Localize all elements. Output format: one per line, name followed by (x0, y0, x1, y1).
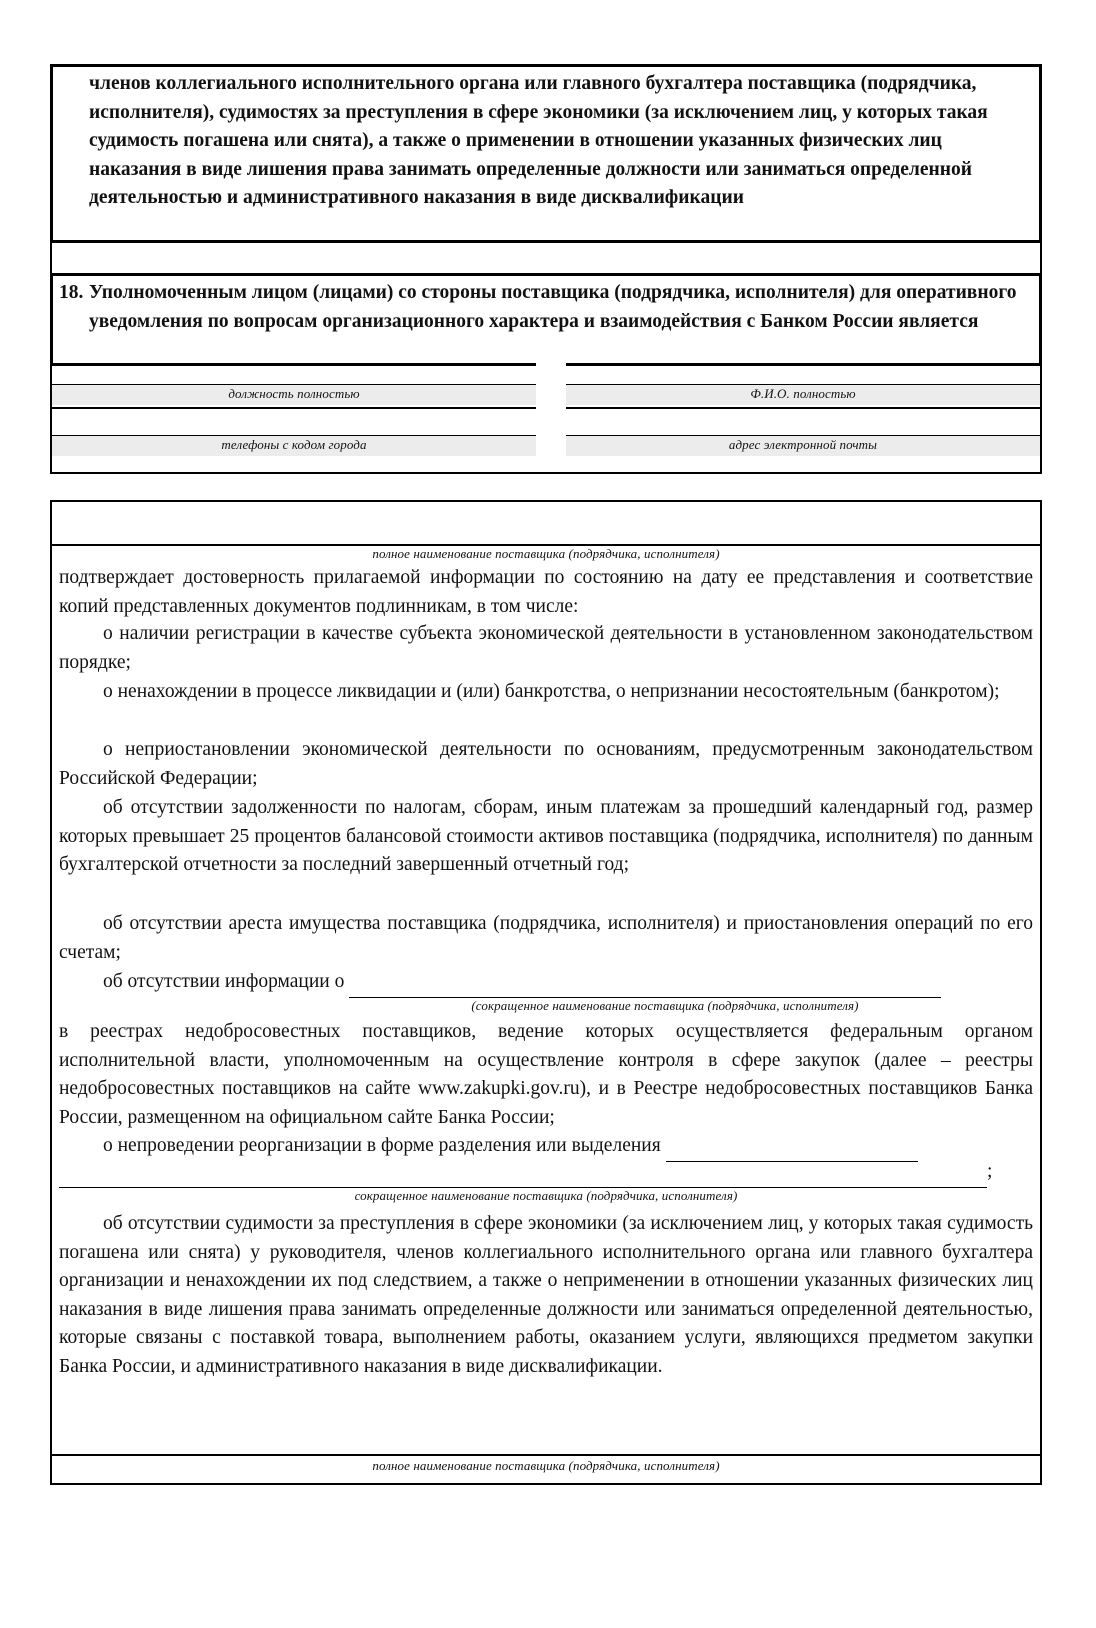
reorg-lead: о непроведении реорганизации в форме разделения или выделения (103, 1135, 661, 1156)
section-17-box (50, 64, 1042, 243)
section-17-text: членов коллегиального исполнительного органа или главного бухгалтера поставщика (подрядчика, исполнителя), судимостях за преступления в сфере экономики (за исключением лиц, у которых такая судимость погашена или снята), а также о применении в отношении указанных физических лиц наказания в виде лишения права занимать определенные должности или заниматься определенной деятельностью и административного наказания в виде дисквалификации (89, 73, 988, 208)
section-18-number: 18. (59, 282, 84, 303)
email-caption: адрес электронной почты (728, 437, 878, 452)
full-name-line-bottom (52, 1454, 1040, 1456)
short-name-caption: (сокращенное наименование поставщика (подрядчика, исполнителя) (471, 998, 859, 1013)
full-name-field[interactable] (52, 502, 1040, 544)
full-name-field-bottom[interactable] (52, 1412, 1040, 1454)
position-caption: должность полностью (228, 386, 360, 401)
item-registration: о наличии регистрации в качестве субъекта экономической деятельности в установленном законодательством порядке; (59, 623, 1033, 673)
full-name-caption: полное наименование поставщика (подрядчика, исполнителя) (372, 546, 720, 561)
section-18-text-block (59, 279, 1037, 336)
phones-caption-bar (52, 435, 536, 456)
reorg-end: ; (987, 1161, 993, 1182)
fio-caption-bar (566, 384, 1040, 405)
reorg-line-2 (59, 1158, 1033, 1188)
item-suspension: о неприостановлении экономической деятельности по основаниям, предусмотренным законодательством Российской Федерации; (59, 739, 1033, 789)
item-liquidation: о ненахождении в процессе ликвидации и (или) банкротства, о непризнании несостоятельным (банкротом); (103, 681, 1000, 702)
confirmation-block (50, 500, 1042, 1485)
fio-caption: Ф.И.О. полностью (750, 386, 856, 401)
phones-caption: телефоны с кодом города (221, 437, 367, 452)
item-tax-debt: об отсутствии задолженности по налогам, сборам, иным платежам за прошедший календарный год, размер которых превышает 25 процентов балансовой стоимости активов поставщика (подрядчика, исполнителя) по данным бухгалтерской отчетности за последний завершенный отчетный год; (59, 797, 1033, 875)
info-line (59, 968, 1033, 998)
position-field[interactable] (52, 365, 536, 386)
full-name-caption-bottom: полное наименование поставщика (подрядчика, исполнителя) (372, 1458, 720, 1473)
fio-field[interactable] (566, 365, 1040, 386)
section-18-text: Уполномоченным лицом (лицами) со стороны поставщика (подрядчика, исполнителя) для оперативного уведомления по вопросам организационного характера и взаимодействия с Банком России является (89, 282, 1017, 332)
section-17-answer-row[interactable] (50, 240, 1042, 275)
email-field[interactable] (566, 407, 1040, 437)
reorg-short-name-field-2[interactable] (59, 1158, 987, 1188)
intro-paragraph: подтверждает достоверность прилагаемой информации по состоянию на дату ее представления и соответствие копий представленных документов подлинникам, в том числе: (59, 567, 1033, 617)
contact-block (50, 363, 1042, 474)
position-caption-bar (52, 384, 536, 405)
contact-column-gap (536, 363, 566, 458)
info-lead: об отсутствии информации о (103, 971, 345, 992)
email-caption-bar (566, 435, 1040, 456)
short-name-field[interactable] (349, 968, 941, 998)
item-arrest: об отсутствии ареста имущества поставщика (подрядчика, исполнителя) и приостановления операций по его счетам; (59, 913, 1033, 963)
reorg-caption: сокращенное наименование поставщика (подрядчика, исполнителя) (354, 1188, 738, 1203)
registry-paragraph: в реестрах недобросовестных поставщиков, ведение которых осуществляется федеральным органом исполнительной власти, уполномоченным на осуществление контроля в сфере закупок (далее – реестры недобросовестных поставщиков на сайте www.zakupki.gov.ru), и в Реестре недобросовестных поставщиков Банка России, размещенном на официальном сайте Банка России; (59, 1021, 1033, 1128)
conviction-paragraph: об отсутствии судимости за преступления в сфере экономики (за исключением лиц, у которых такая судимость погашена или снята) у руководителя, членов коллегиального исполнительного органа или главного бухгалтера организации и ненахождении их под следствием, а также о неприменении в отношении указанных физических лиц наказания в виде лишения права занимать определенные должности или заниматься определенной деятельностью, которые связаны с поставкой товара, выполнением работы, оказанием услуги, являющихся предметом закупки Банка России, и административного наказания в виде дисквалификации. (59, 1213, 1033, 1377)
phones-field[interactable] (52, 407, 536, 437)
section-18-box (50, 273, 1042, 366)
